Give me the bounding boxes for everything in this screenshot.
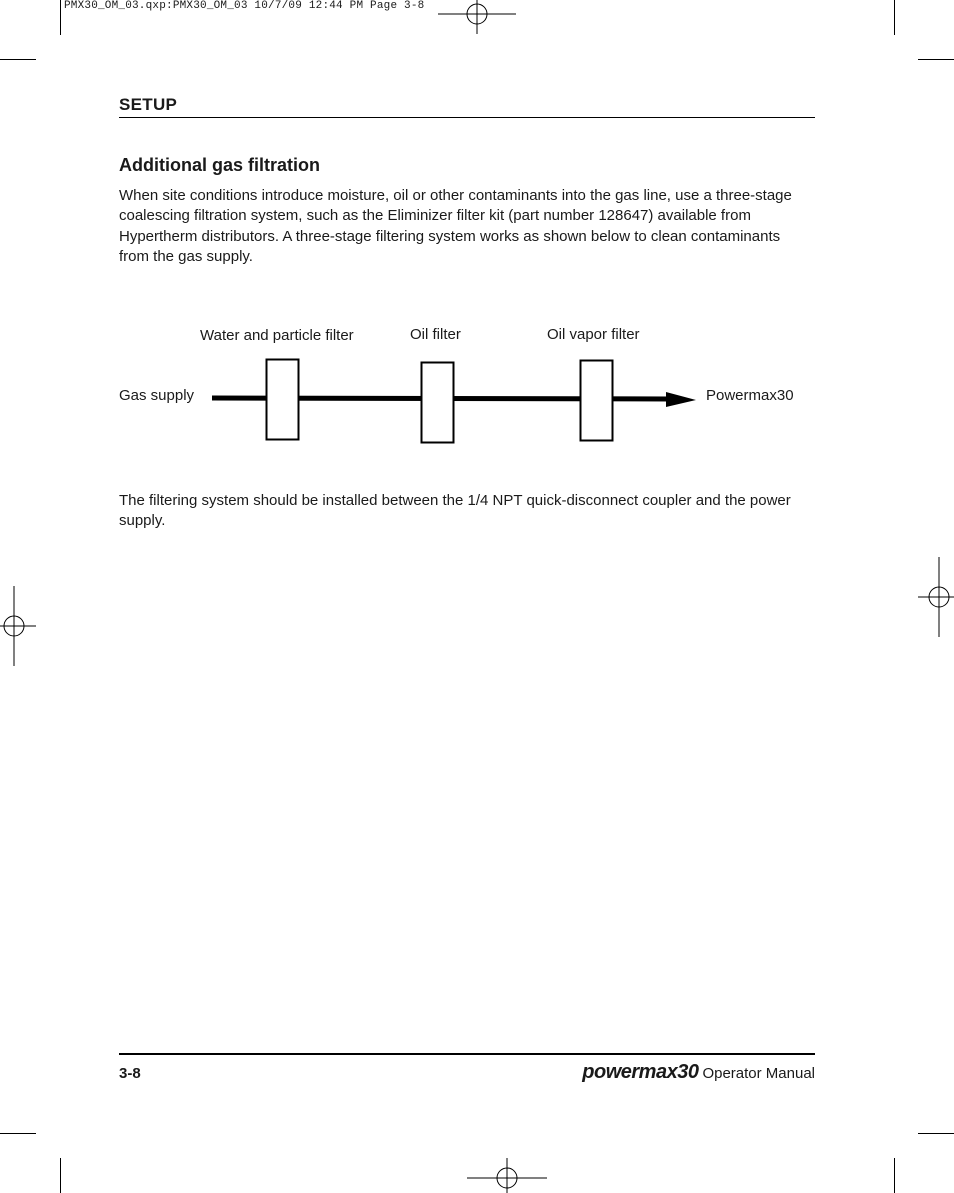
intro-paragraph: When site conditions introduce moisture, oil or other contaminants into the gas line, use a three-stage coalescing filtration system, such as the Eliminizer filter kit (part number 128647) available from Hypertherm distributors. A three-stage filtering system works as shown below to clean contaminants from the gas supply. [119, 187, 792, 265]
page-heading: Additional gas filtration [119, 155, 320, 175]
footer-rule [119, 1053, 815, 1055]
manual-title: Operator Manual [702, 1065, 815, 1082]
oil-filter-label: Oil filter [410, 326, 461, 343]
powermax30-label: Powermax30 [706, 387, 794, 404]
section-title: SETUP [119, 95, 178, 114]
water-particle-filter-box [267, 360, 299, 440]
oil-vapor-filter-label: Oil vapor filter [547, 326, 640, 343]
flow-arrow-icon [666, 392, 696, 407]
printer-slug: PMX30_OM_03.qxp:PMX30_OM_03 10/7/09 12:44 PM Page 3-8 [64, 0, 425, 12]
gas-supply-label: Gas supply [119, 387, 195, 404]
install-paragraph: The filtering system should be installed between the 1/4 NPT quick-disconnect coupler and the power supply. [119, 492, 791, 530]
powermax30-logo: powermax30 [582, 1061, 699, 1083]
oil-vapor-filter-box [581, 361, 613, 441]
water-particle-filter-label: Water and particle filter [200, 327, 354, 344]
footer-brand [582, 1061, 815, 1084]
page-number: 3-8 [119, 1065, 141, 1082]
oil-filter-box [422, 363, 454, 443]
